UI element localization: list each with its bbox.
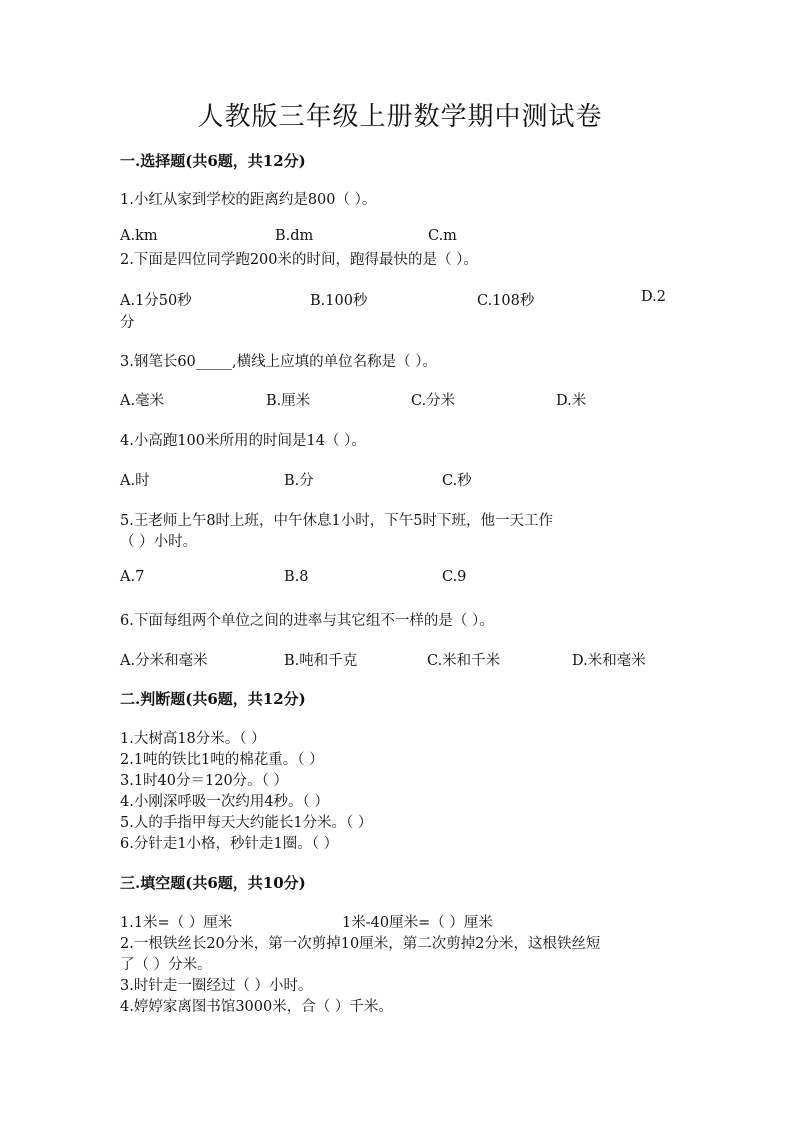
fill-item-1b: 1米-40厘米=（ ）厘米	[342, 915, 493, 931]
q5-option-b: B.8	[284, 569, 309, 585]
q3-option-c: C.分米	[411, 393, 456, 409]
fill-item-2: 2.一根铁丝长20分米，第一次剪掉10厘米，第二次剪掉2分米，这根铁丝短	[120, 936, 601, 952]
judge-item-3: 3.1时40分＝120分。（ ）	[120, 773, 289, 789]
fill-item-1a: 1.1米=（ ）厘米	[120, 915, 233, 931]
q2-option-a: A.1分50秒	[120, 293, 192, 309]
q6-option-b: B.吨和千克	[284, 653, 358, 669]
q2-option-d: D.2	[641, 289, 666, 305]
question-4: 4.小高跑100米所用的时间是14（ ）。	[120, 433, 366, 449]
fill-item-4: 4.婷婷家离图书馆3000米，合（ ）千米。	[120, 999, 393, 1015]
judge-item-2: 2.1吨的铁比1吨的棉花重。（ ）	[120, 752, 324, 768]
q5-option-a: A.7	[120, 569, 145, 585]
question-3: 3.钢笔长60_____,横线上应填的单位名称是（ ）。	[120, 354, 438, 370]
section-heading-judge: 二.判断题(共6题，共12分)	[120, 690, 306, 708]
q4-option-b: B.分	[284, 473, 314, 489]
judge-item-6: 6.分针走1小格，秒针走1圈。（ ）	[120, 836, 339, 852]
question-5-cont: （ ）小时。	[120, 534, 198, 550]
q6-option-a: A.分米和毫米	[120, 653, 208, 669]
q4-option-a: A.时	[120, 473, 150, 489]
question-5: 5.王老师上午8时上班，中午休息1小时，下午5时下班，他一天工作	[120, 513, 554, 529]
q2-option-c: C.108秒	[477, 293, 535, 309]
judge-item-1: 1.大树高18分米。（ ）	[120, 731, 266, 747]
q6-option-c: C.米和千米	[427, 653, 501, 669]
page-title: 人教版三年级上册数学期中测试卷	[197, 102, 603, 132]
q2-option-d-wrap: 分	[120, 315, 135, 331]
judge-item-5: 5.人的手指甲每天大约能长1分米。（ ）	[120, 815, 373, 831]
q3-option-a: A.毫米	[120, 393, 165, 409]
q1-option-c: C.m	[428, 228, 457, 244]
fill-item-3: 3.时针走一圈经过（ ）小时。	[120, 978, 313, 994]
fill-item-2-cont: 了（ ）分米。	[120, 957, 212, 973]
q5-option-c: C.9	[442, 569, 467, 585]
q2-option-b: B.100秒	[310, 293, 368, 309]
question-2: 2.下面是四位同学跑200米的时间，跑得最快的是（ ）。	[120, 252, 478, 268]
judge-item-4: 4.小刚深呼吸一次约用4秒。（ ）	[120, 794, 329, 810]
section-heading-choice: 一.选择题(共6题，共12分)	[120, 152, 306, 170]
section-heading-fill: 三.填空题(共6题，共10分)	[120, 874, 306, 892]
q3-option-d: D.米	[556, 393, 587, 409]
q3-option-b: B.厘米	[266, 393, 311, 409]
q4-option-c: C.秒	[442, 473, 472, 489]
q6-option-d: D.米和毫米	[572, 653, 646, 669]
q1-option-b: B.dm	[275, 228, 314, 244]
question-6: 6.下面每组两个单位之间的进率与其它组不一样的是（ ）。	[120, 613, 494, 629]
question-1: 1.小红从家到学校的距离约是800（ ）。	[120, 192, 377, 208]
q1-option-a: A.km	[120, 228, 158, 244]
